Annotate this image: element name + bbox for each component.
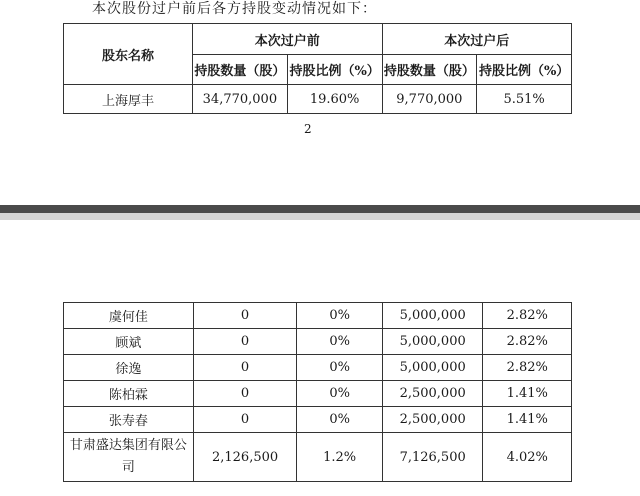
- shareholding-table-bottom: [63, 302, 572, 482]
- header-ratio-before: 持股比例（%）: [287, 55, 382, 85]
- table-row: [64, 407, 572, 433]
- page-break-shadow: [0, 213, 640, 220]
- cell-ratio-before: 0%: [297, 381, 383, 407]
- cell-ratio-before: 0%: [297, 355, 383, 381]
- cell-name: 陈柏霖: [64, 381, 194, 407]
- cell-qty-after: 2,500,000: [382, 407, 483, 433]
- cell-qty-after: 5,000,000: [382, 329, 483, 355]
- table-row: [64, 303, 572, 329]
- cell-ratio-before: 1.2%: [297, 433, 383, 482]
- table-row: [64, 355, 572, 381]
- cell-qty-before: 0: [193, 407, 297, 433]
- header-qty-after: 持股数量（股）: [382, 55, 477, 85]
- cell-name: 张寿春: [64, 407, 194, 433]
- header-after: 本次过户后: [382, 24, 572, 55]
- header-shareholder: 股东名称: [64, 24, 193, 85]
- table-row: [64, 85, 572, 114]
- cell-qty-after: 2,500,000: [382, 381, 483, 407]
- table-row: [64, 433, 572, 482]
- cell-qty-before: 2,126,500: [193, 433, 297, 482]
- cell-ratio-after: 1.41%: [483, 381, 572, 407]
- header-qty-before: 持股数量（股）: [193, 55, 288, 85]
- cell-qty-after: 5,000,000: [382, 355, 483, 381]
- cell-name: 上海厚丰: [64, 85, 193, 114]
- table-row: [64, 329, 572, 355]
- cell-qty-after: 5,000,000: [382, 303, 483, 329]
- cell-ratio-after: 1.41%: [483, 407, 572, 433]
- page-number: 2: [304, 122, 312, 136]
- cell-qty-after: 9,770,000: [382, 85, 477, 114]
- cell-qty-before: 0: [193, 329, 297, 355]
- table-row: [64, 381, 572, 407]
- cell-ratio-before: 19.60%: [287, 85, 382, 114]
- cell-ratio-after: 2.82%: [483, 303, 572, 329]
- cell-ratio-before: 0%: [297, 407, 383, 433]
- cell-ratio-before: 0%: [297, 303, 383, 329]
- shareholding-table-top: [63, 23, 572, 114]
- cell-qty-before: 0: [193, 303, 297, 329]
- header-before: 本次过户前: [193, 24, 383, 55]
- intro-text: 本次股份过户前后各方持股变动情况如下：: [92, 1, 377, 17]
- cell-ratio-after: 2.82%: [483, 355, 572, 381]
- cell-qty-after: 7,126,500: [382, 433, 483, 482]
- page-break-divider: [0, 205, 640, 213]
- header-ratio-after: 持股比例（%）: [477, 55, 572, 85]
- cell-name: 甘肃盛达集团有限公司: [64, 433, 194, 482]
- cell-ratio-after: 2.82%: [483, 329, 572, 355]
- cell-ratio-before: 0%: [297, 329, 383, 355]
- cell-name: 徐逸: [64, 355, 194, 381]
- cell-name: 虞何佳: [64, 303, 194, 329]
- cell-qty-before: 0: [193, 355, 297, 381]
- cell-qty-before: 0: [193, 381, 297, 407]
- cell-ratio-after: 4.02%: [483, 433, 572, 482]
- cell-name: 顾斌: [64, 329, 194, 355]
- cell-qty-before: 34,770,000: [193, 85, 288, 114]
- cell-ratio-after: 5.51%: [477, 85, 572, 114]
